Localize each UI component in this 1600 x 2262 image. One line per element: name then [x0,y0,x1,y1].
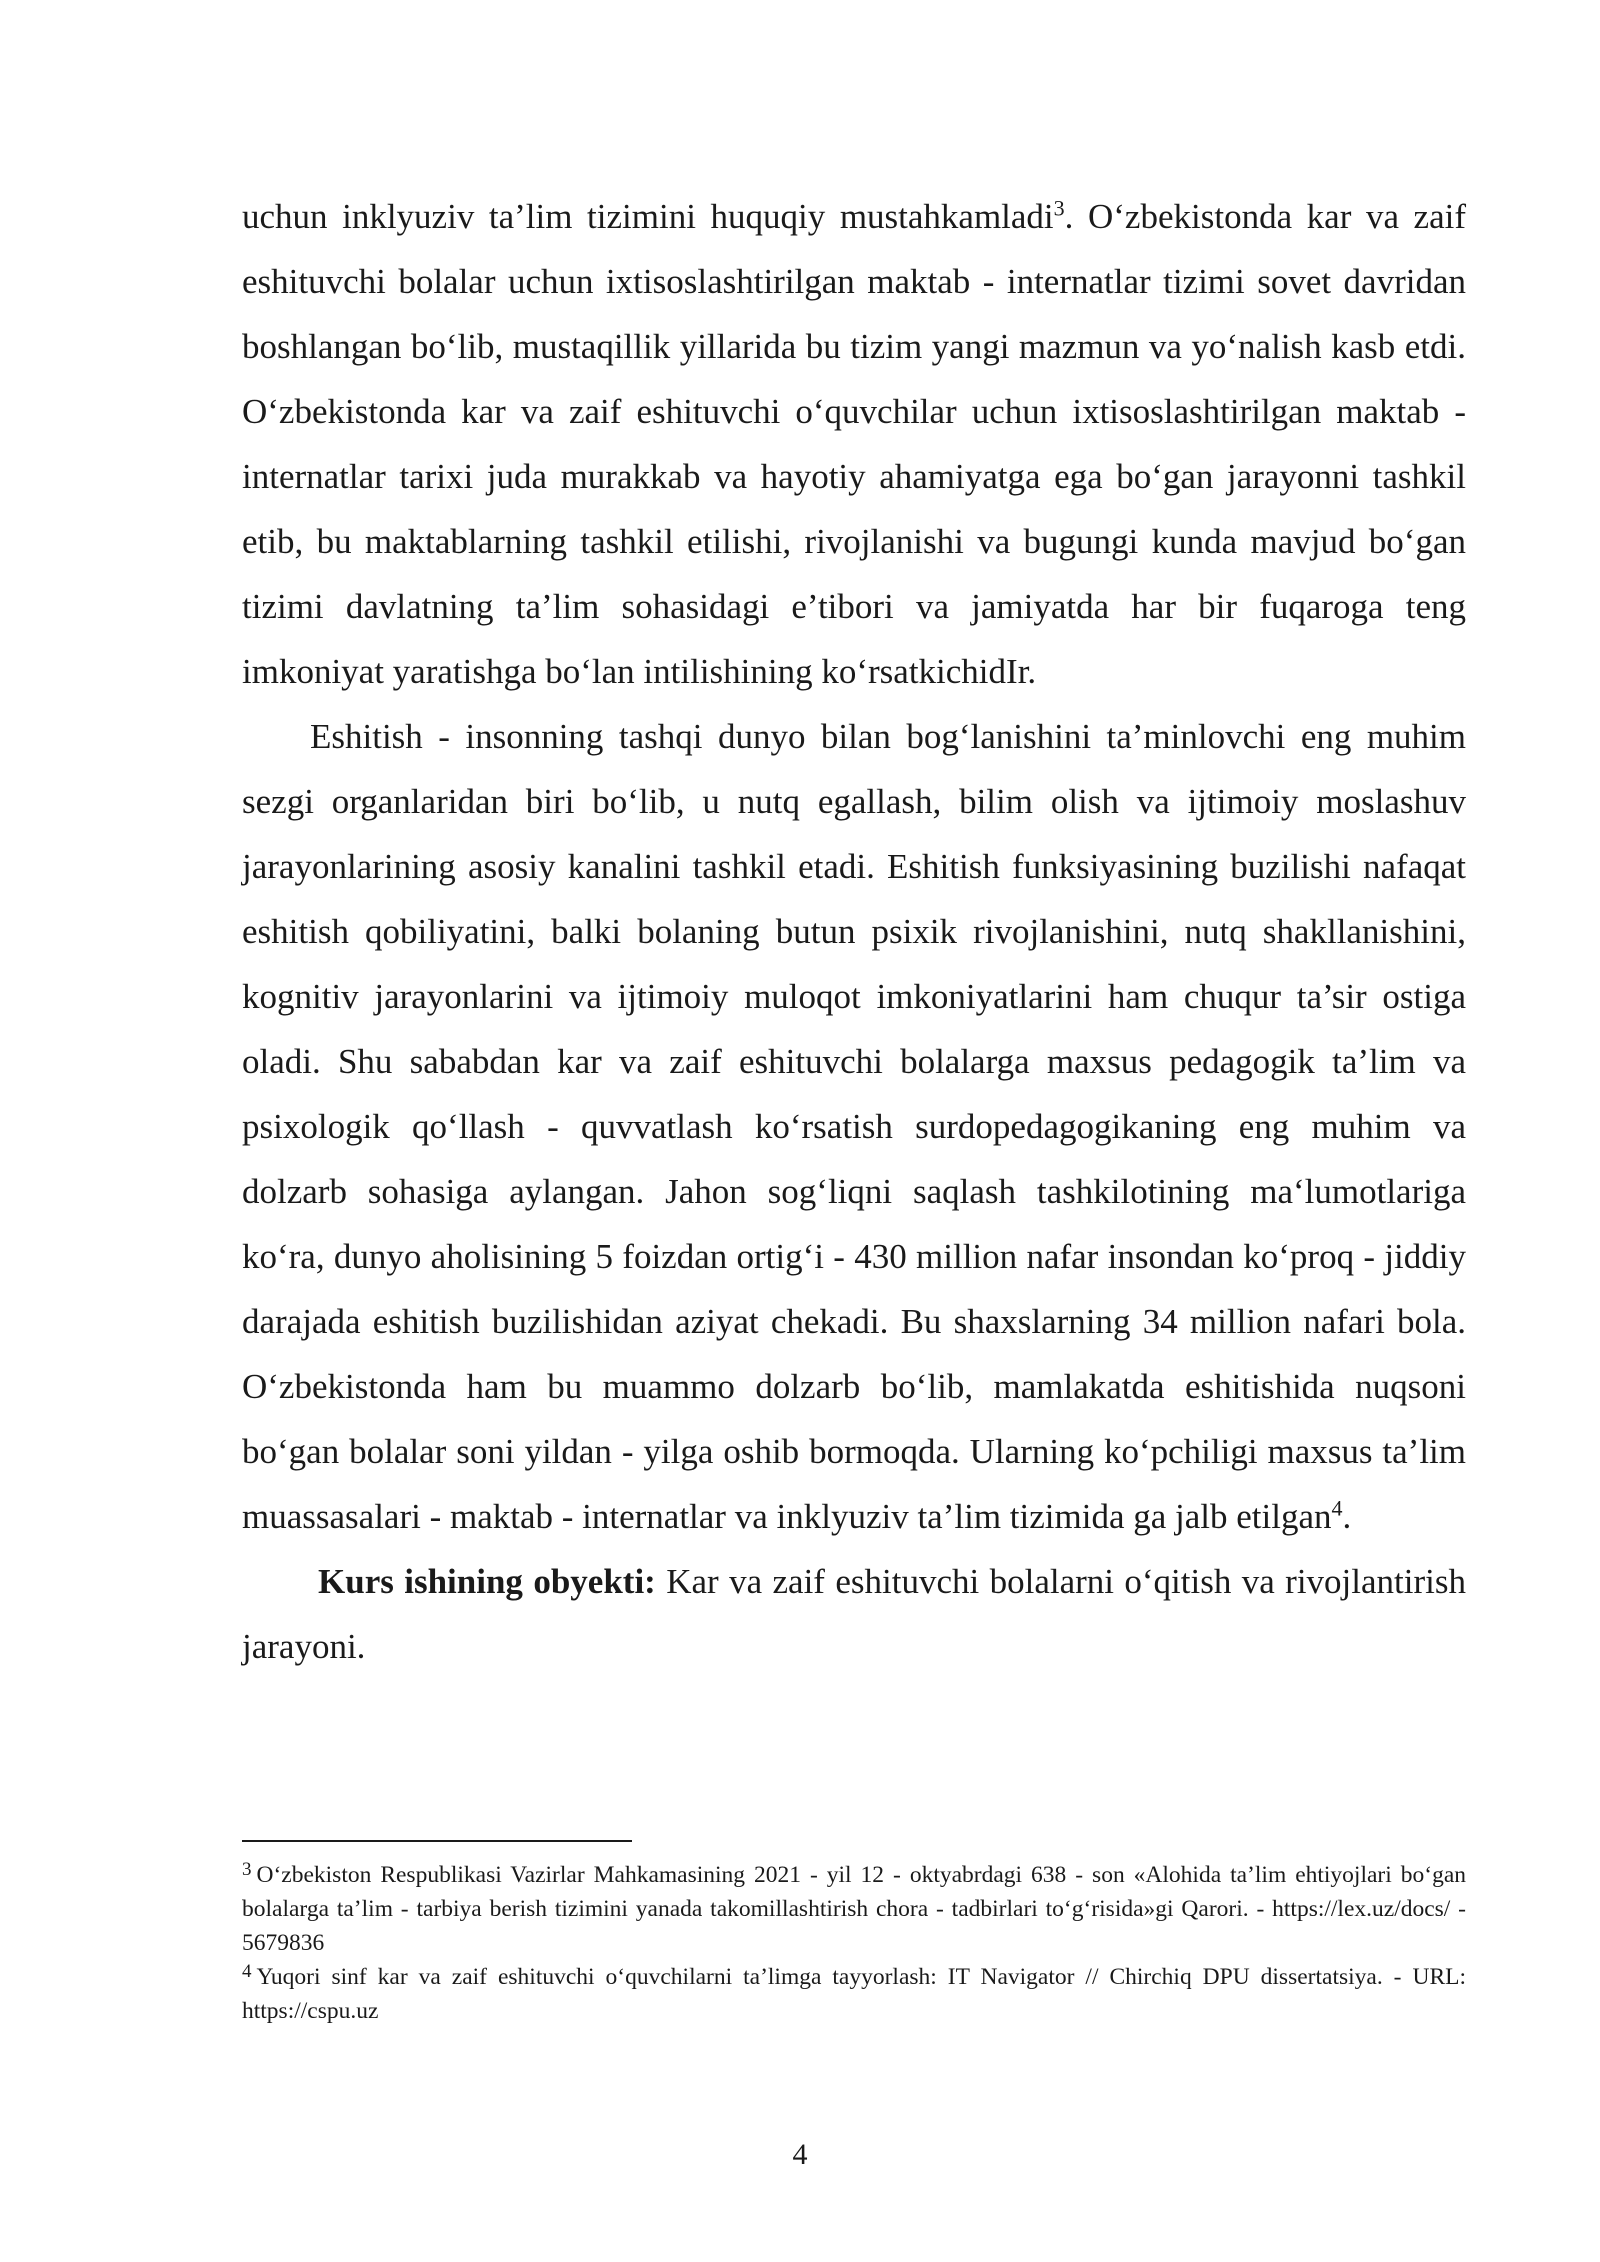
paragraph-1-text-end: . O‘zbekistonda kar va zaif eshituvchi bolalar uchun ixtisoslashtirilgan maktab - internatlar tizimi sovet davridan boshlangan bo‘lib, mustaqillik yillarida bu tizim yangi mazmun va yo‘nalish kasb etdi. O‘zbekistonda kar va zaif eshituvchi o‘quvchilar uchun ixtisoslashtirilgan maktab - internatlar tarixi juda murakkab va hayotiy ahamiyatga ega bo‘gan jarayonni tashkil etib, bu maktablarning tashkil etilishi, rivojlanishi va bugungi kunda mavjud bo‘gan tizimi davlatning ta’lim sohasidagi e’tibori va jamiyatda har bir fuqaroga teng imkoniyat yaratishga bo‘lan intilishining ko‘rsatkichidIr. [242,197,1467,691]
object-label: Kurs ishining obyekti: [318,1562,656,1601]
body-text [242,184,1466,1679]
paragraph-2-text-end: . [1342,1497,1352,1536]
footnote-4-mark: 4 [242,1961,252,1982]
footnote-separator [242,1840,632,1842]
footnote-4 [242,1960,1466,2028]
footnote-ref-3: 3 [1053,195,1065,221]
footnote-3-text: O‘zbekiston Respublikasi Vazirlar Mahkamasining 2021 - yil 12 - oktyabrdagi 638 - son «Alohida ta’lim ehtiyojlari bo‘gan bolalarga ta’lim - tarbiya berish tizimini yanada takomillashtirish chora - tadbirlari to‘g‘risida»gi Qarori. - https://lex.uz/docs/ - 5679836 [242,1862,1466,1956]
footnote-4-text: Yuqori sinf kar va zaif eshituvchi o‘quvchilarni ta’limga tayyorlash: IT Navigator // Chirchiq DPU dissertatsiya. - URL: https://cspu.uz [242,1964,1466,2024]
object-text: Kar va zaif eshituvchi bolalarni o‘qitish va rivojlantirish jarayoni. [242,1562,1466,1666]
paragraph-1 [242,184,1466,704]
footnotes [242,1858,1466,2028]
page-number: 4 [792,2138,808,2171]
footnote-ref-4: 4 [1331,1495,1343,1521]
footnote-3 [242,1858,1466,1960]
paragraph-2-text: Eshitish - insonning tashqi dunyo bilan bog‘lanishini ta’minlovchi eng muhim sezgi organlaridan biri bo‘lib, u nutq egallash, bilim olish va ijtimoiy moslashuv jarayonlarining asosiy kanalini tashkil etadi. Eshitish funksiyasining buzilishi nafaqat eshitish qobiliyatini, balki bolaning butun psixik rivojlanishini, nutq shakllanishini, kognitiv jarayonlarini va ijtimoiy muloqot imkoniyatlarini ham chuqur ta’sir ostiga oladi. Shu sababdan kar va zaif eshituvchi bolalarga maxsus pedagogik ta’lim va psixologik qo‘llash - quvvatlash ko‘rsatish surdopedagogikaning eng muhim va dolzarb sohasiga aylangan. Jahon sog‘liqni saqlash tashkilotining ma‘lumotlariga ko‘ra, dunyo aholisining 5 foizdan ortig‘i - 430 million nafar insondan ko‘proq - jiddiy darajada eshitish buzilishidan aziyat chekadi. Bu shaxslarning 34 million nafari bola. O‘zbekistonda ham bu muammo dolzarb bo‘lib, mamlakatda eshitishida nuqsoni bo‘gan bolalar soni yildan - yilga oshib bormoqda. Ularning ko‘pchiligi maxsus ta’lim muassasalari - maktab - internatlar va inklyuziv ta’lim tizimida ga jalb etilgan [242,717,1466,1536]
footnote-3-mark: 3 [242,1859,252,1880]
paragraph-2 [242,704,1466,1549]
paragraph-1-text-start: uchun inklyuziv ta’lim tizimini huquqiy mustahkamladi [242,197,1054,236]
paragraph-object [242,1549,1466,1679]
